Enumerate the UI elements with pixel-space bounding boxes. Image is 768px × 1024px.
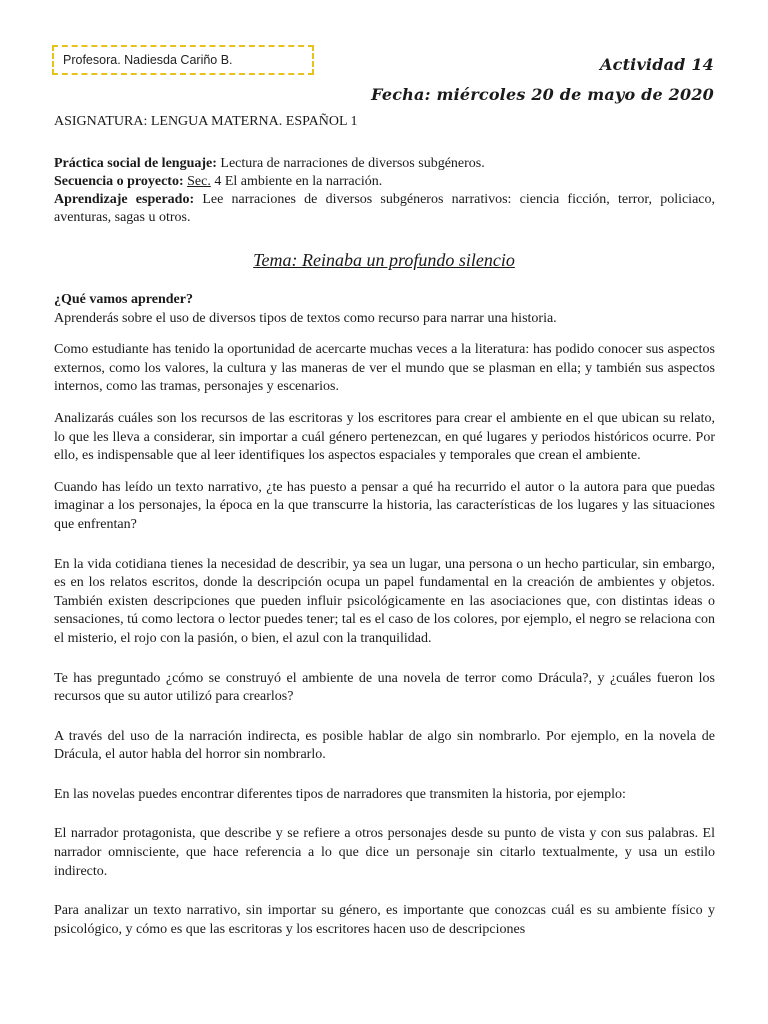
lesson-meta — [54, 155, 715, 227]
activity-number: Actividad 14 — [600, 55, 714, 74]
sequence-value: 4 El ambiente en la narración. — [210, 174, 383, 189]
paragraph: En las novelas puedes encontrar diferentes tipos de narradores que transmiten la historia, por ejemplo: — [54, 786, 626, 802]
topic-text: Tema: Reinaba un profundo silencio — [253, 250, 515, 270]
teacher-name-box — [52, 45, 314, 75]
paragraph: Para analizar un texto narrativo, sin importar su género, es importante que conozcas cuál es su ambiente físico y psicológico, y cómo es que las escritoras y los escritores hacen uso de descripciones — [54, 903, 715, 937]
paragraph: Analizarás cuáles son los recursos de las escritoras y los escritores para crear el ambiente en el que ubican su relato, lo que les lleva a considerar, sin importar a cuál género pertenezcan, en qué lugares y periodos históricos ocurre. Por ello, es indispensable que al leer identifiques los aspectos espaciales y temporales que crean el ambiente. — [54, 410, 715, 464]
subject-title: ASIGNATURA: LENGUA MATERNA. ESPAÑOL 1 — [54, 114, 358, 129]
sequence-label: Secuencia o proyecto: — [54, 174, 184, 189]
paragraph: Como estudiante has tenido la oportunidad de acercarte muchas veces a la literatura: has podido conocer sus aspectos externos, como los valores, la cultura y las maneras de ver el mundo que se plasman en ella; y también sus aspectos internos, como las tramas, personajes y escenarios. — [54, 342, 715, 395]
paragraph: Cuando has leído un texto narrativo, ¿te has puesto a pensar a qué ha recurrido el autor o la autora para que puedas imaginar a los personajes, la época en la que transcurre la historia, las características de los lugares y las situaciones que enfrentan? — [54, 479, 715, 532]
sequence-line — [54, 173, 715, 191]
paragraph: En la vida cotidiana tienes la necesidad de describir, ya sea un lugar, una persona o un hecho particular, sin embargo, es en los relatos escritos, donde la descripción ocupa un papel fundamental en la creación de ambientes y objetos. También existen descripciones que pueden influir psicológicamente en las asociaciones que, con distintas ideas o sensaciones, tú como lectora o lector puedes tener; tal es el caso de los colores, por ejemplo, el negro se relaciona con el misterio, el rojo con la pasión, o bien, el azul con la tranquilidad. — [54, 556, 715, 646]
paragraph: Aprenderás sobre el uso de diversos tipos de textos como recurso para narrar una historia. — [54, 310, 557, 326]
paragraph: Te has preguntado ¿cómo se construyó el ambiente de una novela de terror como Drácula?, y ¿cuáles fueron los recursos que su autor utilizó para crearlos? — [54, 670, 715, 705]
learning-label: Aprendizaje esperado: — [54, 192, 195, 207]
sequence-sec: Sec. — [187, 174, 211, 189]
topic-title — [0, 250, 768, 271]
learning-line — [54, 191, 715, 227]
body-text — [54, 291, 715, 952]
paragraph: El narrador protagonista, que describe y se refiere a otros personajes desde su punto de vista y con sus palabras. El narrador omnisciente, que hace referencia a lo que dice un personaje sin citarlo textualmente, y usa un estilo indirecto. — [54, 826, 715, 879]
activity-date: Fecha: miércoles 20 de mayo de 2020 — [371, 85, 714, 104]
practice-label: Práctica social de lenguaje: — [54, 156, 217, 171]
paragraph: A través del uso de la narración indirecta, es posible hablar de algo sin nombrarlo. Por ejemplo, en la novela de Drácula, el autor habla del horror sin nombrarlo. — [54, 728, 715, 763]
section-heading: ¿Qué vamos aprender? — [54, 292, 193, 307]
teacher-name: Profesora. Nadiesda Cariño B. — [63, 53, 233, 67]
practice-line — [54, 155, 715, 173]
learning-value: Lee narraciones de diversos subgéneros narrativos: ciencia ficción, terror, policiaco, aventuras, sagas u otros. — [54, 192, 716, 225]
practice-value: Lectura de narraciones de diversos subgéneros. — [216, 156, 485, 171]
